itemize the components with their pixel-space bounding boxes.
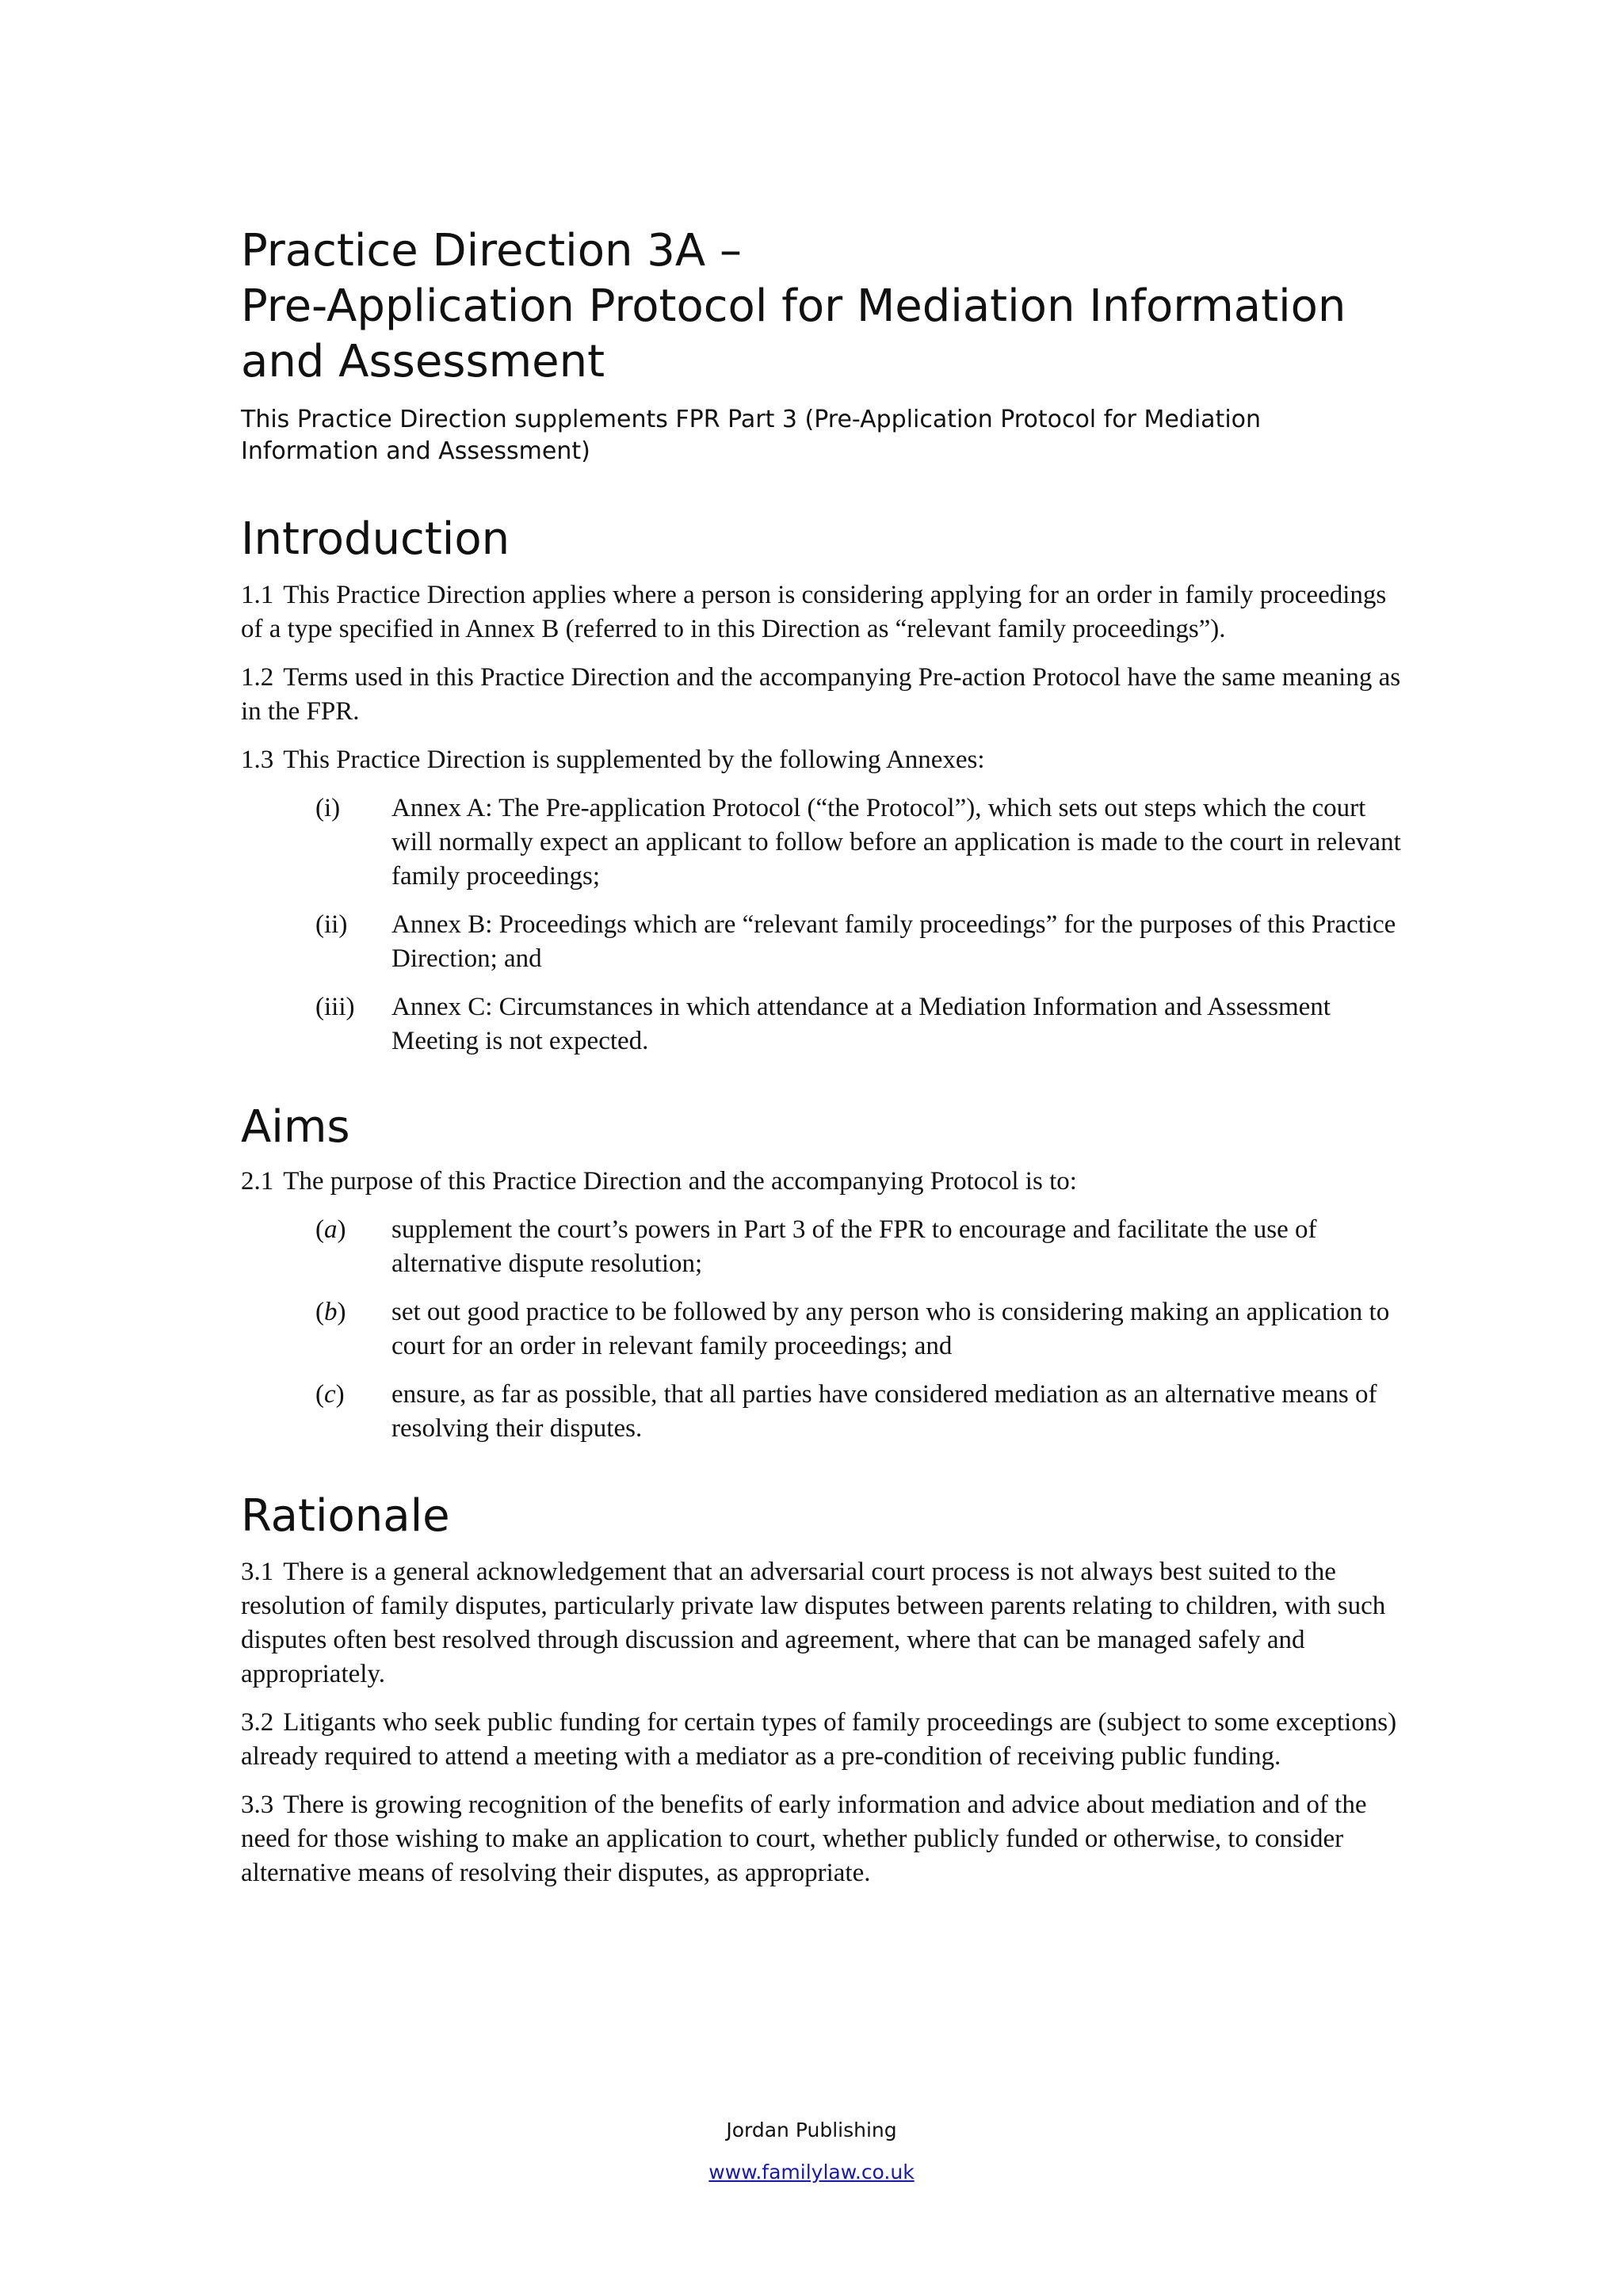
paragraph-1-1 bbox=[241, 578, 1406, 646]
paragraph-number: 3.3 bbox=[241, 1791, 274, 1819]
annex-list bbox=[241, 791, 1406, 1058]
list-marker: (iii) bbox=[315, 993, 355, 1021]
footer-link-container bbox=[0, 2161, 1623, 2183]
list-item-text: Annex B: Proceedings which are “relevant family proceedings” for the purposes of this Practice Direction; and bbox=[391, 910, 1396, 973]
paragraph-text: This Practice Direction is supplemented by the following Annexes: bbox=[283, 746, 985, 774]
paragraph-3-3 bbox=[241, 1788, 1406, 1890]
title-line-1: Practice Direction 3A – bbox=[241, 225, 742, 277]
paragraph-number: 1.2 bbox=[241, 663, 274, 692]
paragraph-1-3 bbox=[241, 743, 1406, 777]
list-marker: (a) bbox=[315, 1215, 346, 1244]
paragraph-text: This Practice Direction applies where a person is considering applying for an order in family proceedings of a type specified in Annex B (referred to in this Direction as “relevant family proceedings”). bbox=[241, 581, 1387, 643]
list-item bbox=[241, 990, 1406, 1058]
paragraph-3-1 bbox=[241, 1555, 1406, 1691]
paragraph-number: 3.1 bbox=[241, 1558, 274, 1586]
aims-heading: Aims bbox=[241, 1101, 350, 1153]
list-item bbox=[241, 1378, 1406, 1446]
list-item-text: supplement the court’s powers in Part 3 of the FPR to encourage and facilitate the use of alternative dispute resolution; bbox=[391, 1215, 1317, 1278]
list-item bbox=[241, 1213, 1406, 1281]
document-subtitle: This Practice Direction supplements FPR Part 3 (Pre-Application Protocol for Mediation Information and Assessment) bbox=[241, 406, 1262, 465]
paragraph-2-1 bbox=[241, 1165, 1406, 1199]
list-marker: (c) bbox=[315, 1380, 345, 1409]
paragraph-text: There is a general acknowledgement that an adversarial court process is not always best suited to the resolution of family disputes, particularly private law disputes between parents relating to children, with such disputes often best resolved through discussion and agreement, where that can be managed safely and appropriately. bbox=[241, 1558, 1386, 1688]
list-marker: (b) bbox=[315, 1298, 346, 1326]
paragraph-text: The purpose of this Practice Direction and the accompanying Protocol is to: bbox=[283, 1167, 1077, 1196]
list-item-text: Annex C: Circumstances in which attendance at a Mediation Information and Assessment Meeting is not expected. bbox=[391, 993, 1331, 1055]
aims-list bbox=[241, 1213, 1406, 1446]
paragraph-number: 1.3 bbox=[241, 746, 274, 774]
title-line-3: and Assessment bbox=[241, 336, 605, 387]
document-page bbox=[241, 223, 1406, 1890]
paragraph-3-2 bbox=[241, 1706, 1406, 1774]
footer-publisher: Jordan Publishing bbox=[726, 2119, 897, 2142]
list-marker: (i) bbox=[315, 794, 341, 822]
list-item bbox=[241, 908, 1406, 976]
paragraph-number: 3.2 bbox=[241, 1708, 274, 1737]
list-marker: (ii) bbox=[315, 910, 348, 939]
list-item-text: ensure, as far as possible, that all parties have considered mediation as an alternative means of resolving their disputes. bbox=[391, 1380, 1377, 1443]
footer-website-link[interactable]: www.familylaw.co.uk bbox=[708, 2161, 915, 2183]
paragraph-text: Terms used in this Practice Direction and the accompanying Pre-action Protocol have the same meaning as in the FPR. bbox=[241, 663, 1401, 726]
paragraph-text: There is growing recognition of the benefits of early information and advice about mediation and of the need for those wishing to make an application to court, whether publicly funded or otherwise, to consider alternative means of resolving their disputes, as appropriate. bbox=[241, 1791, 1367, 1887]
list-item-text: Annex A: The Pre-application Protocol (“the Protocol”), which sets out steps which the court will normally expect an applicant to follow before an application is made to the court in relevant family proceedings; bbox=[391, 794, 1401, 891]
paragraph-number: 1.1 bbox=[241, 581, 274, 609]
introduction-heading: Introduction bbox=[241, 513, 510, 565]
paragraph-number: 2.1 bbox=[241, 1167, 274, 1196]
paragraph-text: Litigants who seek public funding for certain types of family proceedings are (subject to some exceptions) already required to attend a meeting with a mediator as a pre-condition of receiving public funding. bbox=[241, 1708, 1397, 1771]
list-item-text: set out good practice to be followed by any person who is considering making an application to court for an order in relevant family proceedings; and bbox=[391, 1298, 1390, 1360]
list-item bbox=[241, 791, 1406, 894]
rationale-heading: Rationale bbox=[241, 1490, 450, 1542]
title-line-2: Pre-Application Protocol for Mediation Information bbox=[241, 280, 1346, 332]
list-item bbox=[241, 1295, 1406, 1363]
paragraph-1-2 bbox=[241, 661, 1406, 729]
document-title bbox=[241, 223, 1406, 390]
